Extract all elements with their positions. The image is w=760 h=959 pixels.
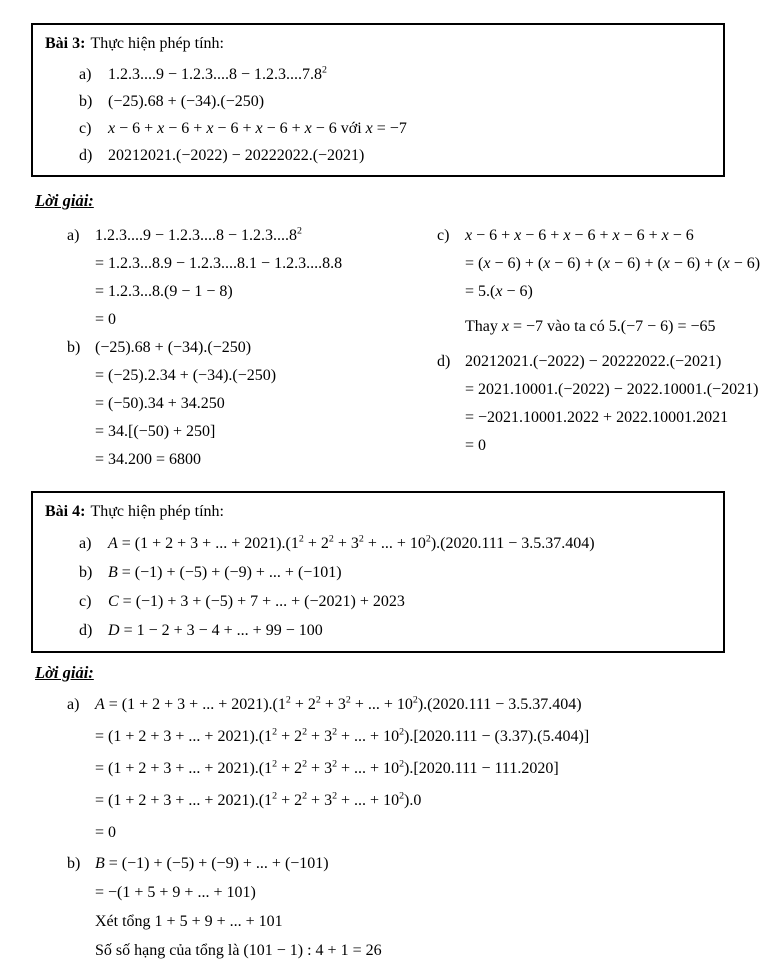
box-label-bai4: Bài 4: [45, 503, 86, 520]
solution-line: B = (−1) + (−5) + (−9) + ... + (−101) [95, 855, 329, 872]
solution-line: = (1 + 2 + 3 + ... + $2021).(1^2 + 2^2 + 3^2$ + ... + $10^2).0$ [95, 790, 422, 809]
box-title-bai4 [45, 501, 711, 523]
solution-line: = (x − 6) + (x − 6) + (x − 6) + (x − 6) + (x − 6) [465, 255, 760, 272]
solution-line: = −(1 + 5 + 9 + ... + 101) [95, 884, 256, 901]
solution-line: = (1 + 2 + 3 + ... + $2021).(1^2 + 2^2 + 3^2$ + ... + $10^2).[2020.111 - 111.2020]$ [95, 758, 559, 777]
solution-line: 20212021.(−2022) − 20222022.(−2021) [465, 353, 722, 370]
solution-line: = 0 [95, 311, 117, 328]
item-label: b) [79, 564, 93, 581]
math-expression: D = 1 − 2 + 3 − 4 + ... + 99 − 100 [108, 622, 323, 639]
item-label: d) [79, 622, 93, 639]
solution-item-d [437, 348, 760, 460]
problem-item-a [79, 529, 711, 558]
solution-item-c [437, 222, 760, 341]
box-title-bai3 [45, 33, 711, 55]
solution-label: c) [437, 227, 450, 244]
solution-lines [95, 222, 401, 334]
item-label: a) [79, 66, 92, 83]
math-expression: B = (−1) + (−5) + (−9) + ... + (−101) [108, 564, 342, 581]
solution-lines [95, 849, 725, 959]
solution-line: = 5.(x − 6) [465, 283, 533, 300]
solution-lines [95, 334, 401, 474]
solution-label: a) [67, 696, 80, 713]
solution-line: = (−50).34 + 34.250 [95, 395, 225, 412]
item-label: b) [79, 93, 93, 110]
solution-line: = 0 [465, 437, 487, 454]
problem-item-b [79, 88, 711, 115]
solution-item-b [67, 334, 401, 474]
solution-label: d) [437, 353, 451, 370]
solution-line: = −2021.10001.2022 + 2022.10001.2021 [465, 409, 729, 426]
solution-line: = (−25).2.34 + (−34).(−250) [95, 367, 277, 384]
solution-line: Xét tổng 1 + 5 + 9 + ... + 101 [95, 913, 283, 930]
solution-line: = (1 + 2 + 3 + ... + $2021).(1^2 + 2^2 + 3^2$ + ... + $10^2).[2020.111 - (3.37).(5.404)]$ [95, 726, 590, 745]
problem-item-a [79, 61, 711, 88]
solution-label: a) [67, 227, 80, 244]
problem-item-c [79, 587, 711, 616]
item-label: c) [79, 593, 92, 610]
problem-item-d [79, 616, 711, 645]
math-expression: C = (−1) + 3 + (−5) + 7 + ... + (−2021) + 2023 [108, 593, 405, 610]
solution-lines [465, 222, 760, 341]
solution-line: (−25).68 + (−34).(−250) [95, 339, 252, 356]
math-expression: $1.2.3....9 - 1.2.3....8 - 1.2.3....7.8^2$ [108, 64, 327, 83]
item-label: c) [79, 120, 92, 137]
solution-heading-bai4: Lời giải: [35, 663, 94, 682]
solution-label: b) [67, 339, 81, 356]
solutions-column-right [401, 222, 760, 474]
problem-item-b [79, 558, 711, 587]
math-expression: 20212021.(−2022) − 20222022.(−2021) [108, 147, 365, 164]
solution-line: $1.2.3....9 - 1.2.3....8 - 1.2.3....8^2$ [95, 225, 302, 244]
item-label: d) [79, 147, 93, 164]
problem-item-d [79, 142, 711, 169]
solutions-bai3 [31, 222, 760, 474]
solution-label: b) [67, 855, 81, 872]
problem-box-bai3 [31, 23, 725, 177]
solution-line: = 34.200 = 6800 [95, 451, 202, 468]
item-label: a) [79, 535, 92, 552]
solution-line: Thay x = −7 vào ta có 5.(−7 − 6) = −65 [465, 318, 716, 335]
solution-line: = 34.[(−50) + 250] [95, 423, 216, 440]
solution-item-b [67, 849, 725, 959]
math-expression: (−25).68 + (−34).(−250) [108, 93, 265, 110]
box-title-text-bai3: Thực hiện phép tính: [90, 35, 224, 52]
solutions-bai4 [31, 689, 725, 959]
solution-item-a [67, 222, 401, 334]
solution-line: Số số hạng của tổng là (101 − 1) : 4 + 1 = 26 [95, 942, 382, 959]
solution-line: = 1.2.3...8.9 − 1.2.3....8.1 − 1.2.3....8.8 [95, 255, 343, 272]
solution-line: = 2021.10001.(−2022) − 2022.10001.(−2021) [465, 381, 759, 398]
solution-line: = 1.2.3...8.(9 − 1 − 8) [95, 283, 233, 300]
solution-lines [465, 348, 760, 460]
math-expression: A = (1 + 2 + 3 + ... + $2021).(1^2 + 2^2 + 3^2$ + ... + $10^2).(2020.111 - 3.5.37.404)$ [108, 533, 595, 552]
solution-lines [95, 689, 725, 849]
solution-item-a [67, 689, 725, 849]
solution-heading-bai3: Lời giải: [35, 191, 94, 210]
solution-line: = 0 [95, 824, 117, 841]
box-title-text-bai4: Thực hiện phép tính: [90, 503, 224, 520]
problem-item-c [79, 115, 711, 142]
math-expression: x − 6 + x − 6 + x − 6 + x − 6 + x − 6 với x = −7 [108, 120, 407, 137]
solution-line: A = (1 + 2 + 3 + ... + $2021).(1^2 + 2^2 + 3^2$ + ... + $10^2).(2020.111 - 3.5.37.404)$ [95, 694, 582, 713]
box-label-bai3: Bài 3: [45, 35, 86, 52]
solutions-column-left [31, 222, 401, 474]
problem-box-bai4 [31, 491, 725, 653]
solution-line: x − 6 + x − 6 + x − 6 + x − 6 + x − 6 [465, 227, 694, 244]
